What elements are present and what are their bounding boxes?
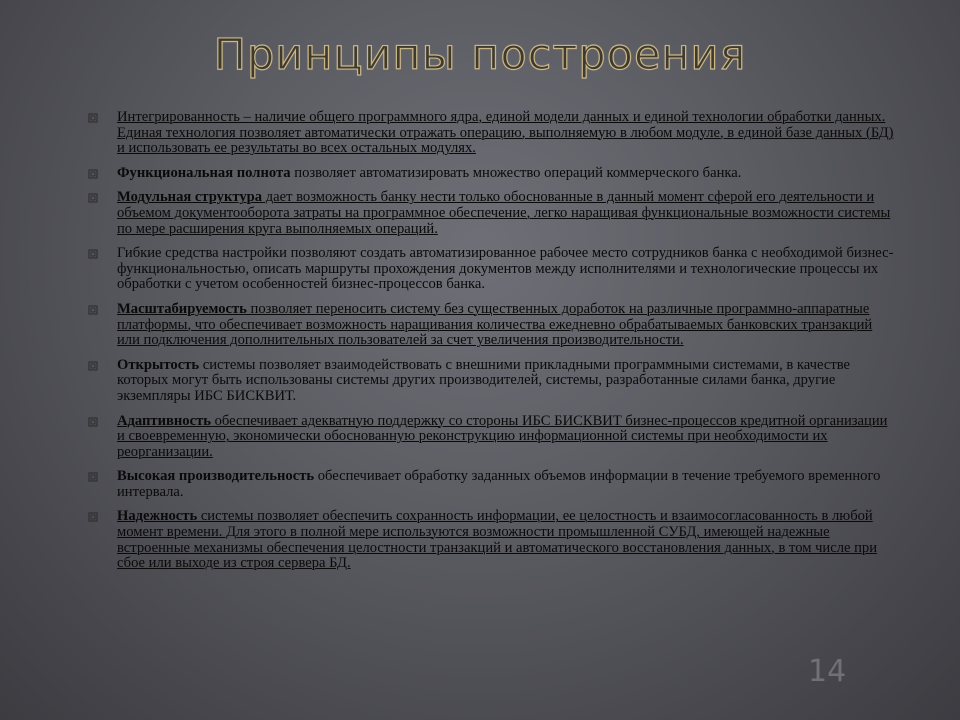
square-bullet-icon	[88, 361, 98, 371]
item-term: Модульная структура	[117, 189, 263, 206]
square-bullet-icon	[88, 472, 98, 482]
square-bullet-icon	[88, 249, 98, 259]
item-text: обеспечивает обработку заданных объемов информации в течение требуемого временного интервала.	[117, 468, 881, 500]
item-text: позволяет автоматизировать множество операций коммерческого банка.	[290, 164, 742, 181]
list-item-adaptability	[88, 414, 896, 461]
item-text: дает возможность банку нести только обоснованные в данный момент сферой его деятельности и объемом документооборота затраты на программное обеспечение, легко наращивая функциональные возможности системы по мере расширения круга выполняемых операций.	[117, 189, 891, 237]
item-term: Надежность	[117, 508, 198, 525]
square-bullet-icon	[88, 417, 98, 427]
list-item-modular-structure	[88, 190, 896, 237]
list-item-integration	[88, 110, 896, 157]
bullet-list	[88, 110, 896, 581]
page-number: 14	[808, 654, 847, 689]
item-text: системы позволяет взаимодействовать с внешними прикладными программными системами, в качестве которых могут быть использованы системы других производителей, системы, разработанные силами банка, другие экземпляры ИБС БИСКВИТ.	[117, 356, 850, 404]
item-text: системы позволяет обеспечить сохранность информации, ее целостность и взаимосогласованность в любой момент времени. Для этого в полной мере используются возможности промышленной СУБД, имеющей надежные встроенные механизмы обеспечения целостности транзакций и автоматического восстановления данных, в том числе при сбое или выходе из строя сервера БД.	[117, 508, 878, 572]
square-bullet-icon	[88, 113, 98, 123]
item-term: Адаптивность	[117, 412, 211, 429]
item-text: Интегрированность – наличие общего программного ядра, единой модели данных и единой технологии обработки данных. Единая технология позволяет автоматически отражать операцию, выполняемую в любом модуле, в единой базе данных (БД) и использовать ее результаты во всех остальных модулях.	[117, 109, 894, 157]
item-text: Гибкие средства настройки позволяют создать автоматизированное рабочее место сотрудников банка с необходимой бизнес-функциональностью, описать маршруты прохождения документов между исполнителями и технологические процессы их обработки с учетом особенностей бизнес-процессов банка.	[117, 245, 894, 293]
list-item-high-performance	[88, 469, 896, 500]
square-bullet-icon	[88, 169, 98, 179]
item-term: Высокая производительность	[117, 468, 315, 485]
slide-title: Принципы построения	[213, 30, 747, 80]
item-text: позволяет переносить систему без существенных доработок на различные программно-аппаратные платформы, что обеспечивает возможность наращивания количества ежедневно обрабатываемых банковских транзакций или подключения дополнительных пользователей за счет увеличения производительности.	[117, 300, 873, 349]
list-item-reliability	[88, 509, 896, 571]
item-term: Открытость	[117, 356, 200, 373]
item-term: Функциональная полнота	[117, 164, 291, 181]
square-bullet-icon	[88, 193, 98, 203]
item-text: обеспечивает адекватную поддержку со стороны ИБС БИСКВИТ бизнес-процессов кредитной организации и своевременную, экономически обоснованную реконструкцию информационной системы при необходимости их реорганизации.	[117, 412, 888, 460]
list-item-openness	[88, 358, 896, 405]
list-item-scalability	[88, 302, 896, 349]
item-term: Масштабируемость	[117, 300, 247, 317]
square-bullet-icon	[88, 305, 98, 315]
list-item-functional-completeness	[88, 166, 896, 182]
list-item-flexible-settings	[88, 246, 896, 293]
square-bullet-icon	[88, 512, 98, 522]
